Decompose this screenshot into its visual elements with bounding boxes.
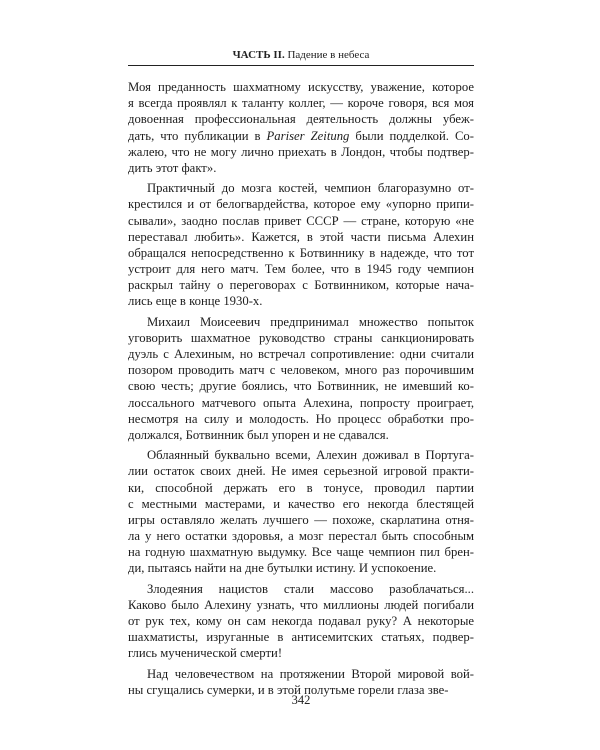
text-line: обращался непосредственно к Ботвиннику в надежде, что тот xyxy=(128,245,474,260)
text-line: лоссального матчевого опыта Алехина, попросту проиграет, xyxy=(128,395,474,410)
text-line: дать, что публикации в Pariser Zeitung были подделкой. Со- xyxy=(128,128,474,143)
header-part-label: ЧАСТЬ II. xyxy=(232,49,285,61)
text-line: дуэль с Алехиным, но встречал сопротивление: одни считали xyxy=(128,347,474,361)
text-line: ла у него остатки здоровья, а мозг перестал быть способным xyxy=(128,529,474,544)
text-line: от рук тех, кому он сам некогда подавал руку? А некоторые xyxy=(128,614,474,628)
text-line: устроит для него матч. Тем более, что в 1945 году чемпион xyxy=(128,262,474,277)
header-title: Падение в небеса xyxy=(287,49,370,61)
text-line: сывали», заодно послав привет СССР — стране, которую «не xyxy=(128,213,474,228)
paragraph xyxy=(128,447,474,577)
paragraph xyxy=(128,79,474,176)
text-line: уговорить шахматное руководство страны санкционировать xyxy=(128,330,474,345)
text-line: Злодеяния нацистов стали массово разоблачаться... xyxy=(147,581,474,596)
italic-title: Pariser Zeitung xyxy=(266,128,350,143)
text-line: довоенная профессиональная деятельность должны убеж- xyxy=(128,112,474,127)
text-line: Практичный до мозга костей, чемпион благоразумно от- xyxy=(147,181,474,196)
text-line: раскрыл тайну о переговорах с Ботвинником, которые нача- xyxy=(128,278,474,293)
text-line: ки, способной держать его в тонусе, проводил партии xyxy=(128,480,474,495)
text-line: переставал любить». Кажется, в этой части письма Алехин xyxy=(128,229,474,244)
page-number: 342 xyxy=(291,693,311,707)
text-line: ди, пытаясь найти на дне бутылки истину. И успокоение. xyxy=(128,561,437,576)
text-line: должался, Ботвинник был упорен и не сдавался. xyxy=(128,427,389,442)
text-line: на годную шахматную выдумку. Все чаще чемпион пил брен- xyxy=(128,545,474,560)
text-line: Каково было Алехину узнать, что миллионы людей погибали xyxy=(128,597,474,612)
running-header xyxy=(128,48,474,62)
text-line: глись мученической смерти! xyxy=(128,646,283,661)
text-line: я всегда проявлял к таланту коллег, — короче говоря, вся моя xyxy=(128,96,474,111)
text-line: Моя преданность шахматному искусству, уважение, которое xyxy=(128,80,474,94)
text-line: Над человечеством на протяжении Второй мировой вой- xyxy=(147,666,474,681)
text-line: игры оставляло желать лучшего — похоже, скарлатина отня- xyxy=(128,512,474,527)
body-text xyxy=(128,79,474,698)
header-rule xyxy=(128,65,474,66)
text-line: позором проводить матч с человеком, много раз порочившим xyxy=(128,363,474,378)
text-line: лись еще в конце 1930-х. xyxy=(128,294,263,309)
paragraph xyxy=(128,581,474,662)
text-line: дить этот факт». xyxy=(128,160,217,175)
text-line: несмотря на силу и молодость. Но процесс обработки про- xyxy=(128,411,474,426)
text-line: ны сгущались сумерки, и в этой полутьме горели глаза зве- xyxy=(128,682,449,697)
paragraph xyxy=(128,180,474,310)
text-line: крестился и от белогвардейства, которое ему «упорно припи- xyxy=(128,197,474,212)
text-line: лии остаток своих дней. Не имея серьезной игровой практи- xyxy=(128,464,474,479)
text-line: свою честь; другие боялись, что Ботвинник, не имевший ко- xyxy=(128,379,474,394)
text-line: Облаянный буквально всеми, Алехин доживал в Португа- xyxy=(147,448,474,463)
text-line: шахматисты, изруганные в антисемитских статьях, подвер- xyxy=(128,630,474,645)
text-line: Михаил Моисеевич предпринимал множество попыток xyxy=(147,314,474,329)
paragraph xyxy=(128,314,474,444)
text-line: жалею, что не могу лично приехать в Лондон, чтобы подтвер- xyxy=(128,144,474,159)
text-line: с местными мастерами, и качество его некогда блестящей xyxy=(128,496,474,511)
